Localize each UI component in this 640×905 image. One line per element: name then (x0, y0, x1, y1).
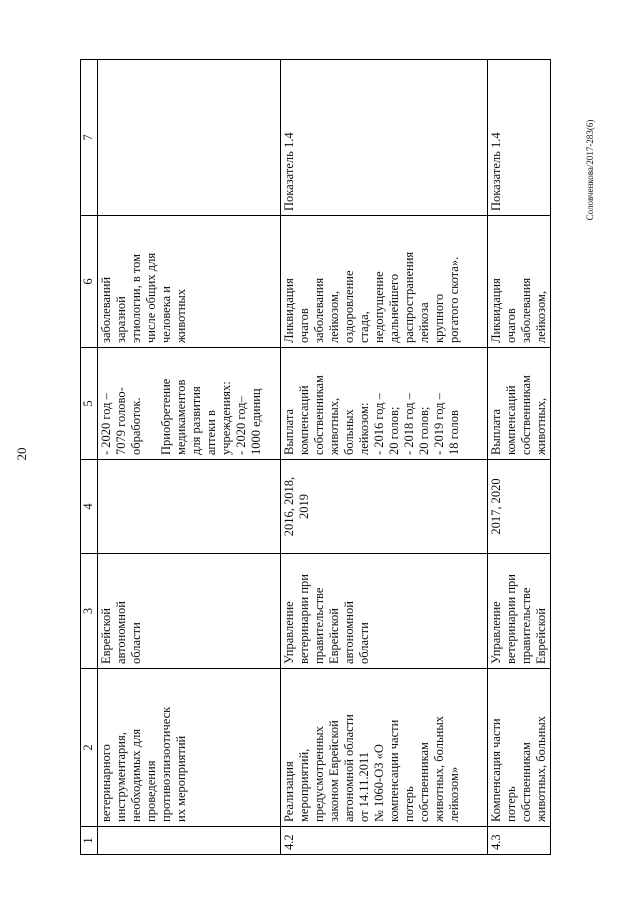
page-number: 20 (14, 447, 29, 461)
cell-text-line: противоэпизоотическ (159, 706, 173, 822)
cell-text-line: собственникам (417, 742, 431, 822)
cell-text-line: предусмотренных (312, 726, 326, 822)
cell-text-line: 20 голов; (387, 406, 401, 455)
cell-text-line: Еврейской (99, 608, 113, 664)
indicator-cell (98, 60, 281, 216)
document-footer: Соловченкова/2017-283(6) (585, 119, 595, 221)
cell-text-line: очагов (297, 308, 311, 343)
cell-text-line: аптеки в (204, 410, 218, 455)
cell-text-line: потерь (504, 786, 518, 822)
cell-text-line: - 2020 год– (234, 396, 248, 455)
cell-text-line: ветеринарии при (504, 574, 518, 664)
cell-text-line: животных, (327, 397, 341, 455)
table-stage (80, 60, 548, 855)
result-cell (281, 348, 488, 460)
header-cell: 1 (81, 827, 98, 855)
cell-text-line: лейкозом, (534, 290, 548, 343)
cell-text-line: 20 голов; (417, 406, 431, 455)
executor-cell (488, 554, 551, 669)
cell-text-line: животных (174, 288, 188, 343)
row-number-cell: 4.2 (281, 827, 488, 855)
cell-text-line: ветеринарии при (297, 574, 311, 664)
header-cell: 6 (81, 216, 98, 348)
effect-cell (281, 216, 488, 348)
cell-text-line: автономной (342, 601, 356, 664)
cell-text-line: области (357, 622, 371, 664)
cell-text-line: 2019 (297, 494, 311, 519)
cell-text-line: Выплата (282, 408, 296, 455)
cell-text-line: 7079 голово- (114, 387, 128, 455)
cell-text-line: Приобретение (159, 378, 173, 455)
cell-text-line: от 14.11.2011 (357, 752, 371, 822)
years-cell (281, 460, 488, 554)
cell-text-line: собственникам (519, 742, 533, 822)
cell-text-line: 18 голов (447, 410, 461, 455)
cell-text-line: недопущение (372, 271, 386, 343)
cell-text-line: - 2019 год – (432, 393, 446, 455)
cell-text-line: проведения (144, 760, 158, 822)
cell-text-line: области (129, 622, 143, 664)
cell-text-line: обработок. (129, 397, 143, 455)
header-cell: 5 (81, 348, 98, 460)
cell-text-line: правительстве (312, 587, 326, 664)
cell-text-line: Ликвидация (489, 278, 503, 343)
years-cell (98, 460, 281, 554)
cell-text-line: собственникам (312, 375, 326, 455)
cell-text-line: оздоровление (342, 270, 356, 343)
rotated-table-wrapper (80, 60, 548, 855)
cell-text-line: инструментария, (114, 732, 128, 822)
cell-text-line: компенсаций (297, 385, 311, 455)
cell-text-line: крупного (432, 293, 446, 343)
cell-text-line: компенсаций (504, 385, 518, 455)
effect-cell (488, 216, 551, 348)
cell-text-line: животных, больных (534, 716, 548, 822)
table-row (488, 60, 551, 855)
cell-text-line: лейкозом» (447, 766, 461, 822)
cell-text-line: - 2016 год – (372, 393, 386, 455)
cell-text-line: медикаментов (174, 379, 188, 455)
cell-text-line: заболевания (519, 277, 533, 343)
header-cell: 2 (81, 669, 98, 827)
cell-text-line: Реализация (282, 761, 296, 822)
cell-text-line: законом Еврейской (327, 720, 341, 822)
cell-text-line: лейкоза (417, 302, 431, 343)
cell-text-line: стада, (357, 311, 371, 343)
cell-text-line: этиологии, в том (129, 253, 143, 343)
table-row (98, 60, 281, 855)
cell-text-line: числе общих для (144, 252, 158, 343)
cell-text-line: компенсации части (387, 719, 401, 822)
cell-text-line: 2016, 2018, (282, 476, 296, 537)
cell-text-line: 1000 единиц (249, 388, 263, 455)
cell-text-line: больных (342, 409, 356, 455)
header-cell: 7 (81, 60, 98, 216)
executor-cell (98, 554, 281, 669)
indicator-cell: Показатель 1.4 (281, 60, 488, 216)
cell-text-line: автономной области (342, 714, 356, 822)
cell-text-line: заразной (114, 296, 128, 343)
cell-text-line: - 2020 год – (99, 393, 113, 455)
measure-name-cell (281, 669, 488, 827)
cell-text-line: учреждениях: (219, 381, 233, 455)
cell-text-line: необходимых для (129, 728, 143, 822)
cell-text-line: лейкозом: (357, 402, 371, 455)
cell-text-line: собственникам (519, 375, 533, 455)
header-cell: 4 (81, 460, 98, 554)
cell-text-line (144, 352, 159, 455)
cell-text-line: Ликвидация (282, 278, 296, 343)
row-number-cell: 4.3 (488, 827, 551, 855)
cell-text-line: лейкозом, (327, 290, 341, 343)
cell-text-line: распространения (402, 251, 416, 343)
cell-text-line: правительстве (519, 587, 533, 664)
measures-table (80, 59, 551, 855)
measure-name-cell (98, 669, 281, 827)
executor-cell (281, 554, 488, 669)
cell-text-line: № 1060-ОЗ «О (372, 744, 386, 822)
cell-text-line: - 2018 год – (402, 393, 416, 455)
cell-text-line: животных, больных (432, 716, 446, 822)
row-number-cell (98, 827, 281, 855)
cell-text-line: для развития (189, 386, 203, 455)
cell-text-line: Управление (489, 601, 503, 664)
cell-text-line: Компенсация части (489, 718, 503, 822)
cell-text-line: животных, (534, 397, 548, 455)
indicator-cell: Показатель 1.4 (488, 60, 551, 216)
cell-text-line: мероприятий, (297, 748, 311, 822)
cell-text-line: Выплата (489, 408, 503, 455)
cell-text-line: их мероприятий (174, 735, 188, 822)
header-cell: 3 (81, 554, 98, 669)
result-cell (98, 348, 281, 460)
cell-text-line: автономной (114, 601, 128, 664)
measure-name-cell (488, 669, 551, 827)
cell-text-line: ветеринарного (99, 744, 113, 822)
cell-text-line: потерь (402, 786, 416, 822)
table-row (281, 60, 488, 855)
cell-text-line: дальнейшего (387, 273, 401, 343)
cell-text-line: очагов (504, 308, 518, 343)
effect-cell (98, 216, 281, 348)
cell-text-line: заболеваний (99, 276, 113, 343)
cell-text-line: заболевания (312, 277, 326, 343)
cell-text-line: Управление (282, 601, 296, 664)
cell-text-line: Еврейской (327, 608, 341, 664)
cell-text-line: рогатого скота». (447, 256, 461, 343)
years-cell: 2017, 2020 (488, 460, 551, 554)
result-cell (488, 348, 551, 460)
cell-text-line: Еврейской (534, 608, 548, 664)
table-header-row (81, 60, 98, 855)
cell-text-line: человека и (159, 286, 173, 343)
